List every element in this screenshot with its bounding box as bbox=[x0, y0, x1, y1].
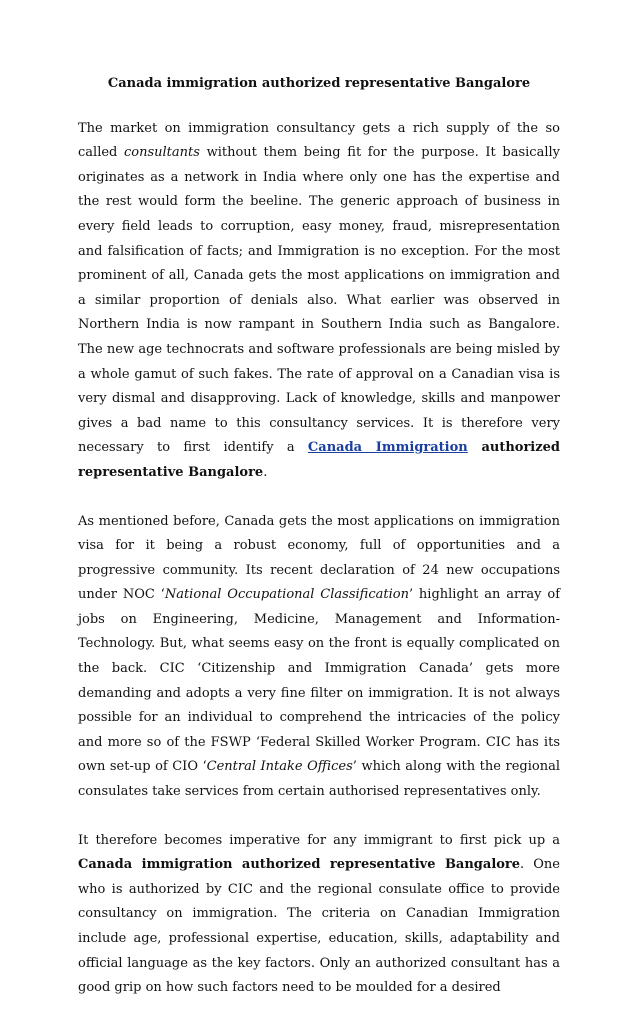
p1-bold-representative: authorized representative Bangalore bbox=[78, 440, 560, 480]
paragraph-1 bbox=[78, 117, 560, 486]
p1-text-1: The market on immigration consultancy gets a rich supply of the so called bbox=[78, 120, 560, 161]
p3-text-1: It therefore becomes imperative for any immigrant to first pick up a bbox=[78, 832, 560, 848]
p3-bold-representative: Canada immigration authorized representative Bangalore bbox=[78, 857, 521, 873]
p2-text-1: As mentioned before, Canada gets the most applications on immigration visa for it being a robust economy, full of opportunities and a progressive community. Its recent declaration of 24 new occupations under NOC ‘ bbox=[78, 513, 560, 603]
p2-text-3: ’ which along with the regional consulates take services from certain authorised representatives only. bbox=[78, 759, 560, 800]
p1-text-2: without them being fit for the purpose. It basically originates as a network in India where only one has the expertise and the rest would form the beeline. The generic approach of business in every field leads to corruption, easy money, fraud, misrepresentation and falsification of facts; and Immigration is no exception. For the most prominent of all, Canada gets the most applications on immigration and a similar proportion of denials also. What earlier was observed in Northern India is now rampant in Southern India such as Bangalore. The new age technocrats and software professionals are being misled by a whole gamut of such fakes. The rate of approval on a Canadian visa is very dismal and disapproving. Lack of knowledge, skills and manpower gives a bad name to this consultancy services. It is therefore very necessary to first identify a bbox=[78, 145, 560, 456]
p1-emphasis-consultants: consultants bbox=[124, 145, 200, 161]
paragraph-3 bbox=[78, 829, 560, 1001]
document-title: Canada immigration authorized representative Bangalore bbox=[107, 76, 531, 91]
p1-text-3: . bbox=[263, 464, 268, 480]
p2-emphasis-cio: Central Intake Offices bbox=[206, 759, 353, 775]
p2-text-2: ’ highlight an array of jobs on Engineering, Medicine, Management and Information-Technology. But, what seems easy on the front is equally complicated on the back. CIC ‘Citizenship and Immigration Canada’ gets more demanding and adopts a very fine filter on immigration. It is not always possible for an individual to comprehend the intricacies of the policy and more so of the FSWP ‘Federal Skilled Worker Program. CIC has its own set-up of CIO ‘ bbox=[78, 587, 560, 775]
p3-text-2: . One who is authorized by CIC and the regional consulate office to provide consultancy on immigration. The criteria on Canadian Immigration include age, professional expertise, education, skills, adaptability and official language as the key factors. Only an authorized consultant has a good grip on how such factors need to be moulded for a desired bbox=[78, 857, 560, 996]
canada-immigration-link[interactable]: Canada Immigration bbox=[307, 440, 468, 456]
p2-emphasis-noc: National Occupational Classification bbox=[164, 587, 409, 603]
document-page bbox=[78, 72, 560, 1025]
paragraph-2 bbox=[78, 510, 560, 805]
